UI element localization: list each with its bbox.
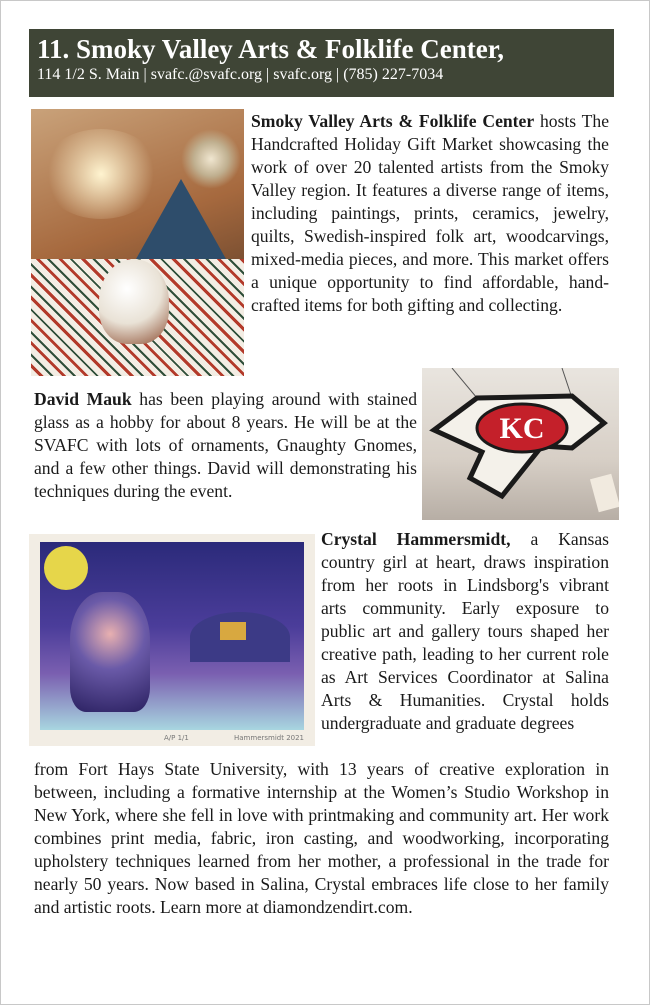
section-header: [29, 29, 614, 97]
david-paragraph: [34, 388, 417, 503]
kc-letters: KC: [499, 412, 545, 445]
contact-line: 114 1/2 S. Main | svafc.@svafc.org | svafc.org | (785) 227-7034: [37, 66, 444, 83]
crystal-name: Crystal Hammersmidt,: [321, 529, 511, 549]
david-text: has been playing around with stained glass as a hobby for about 8 years. He will be at the SVAFC with lots of ornaments, Gnaughty Gnomes, and a few other things. David will demonstrating his techniques during the event.: [34, 389, 417, 501]
section-title: 11. Smoky Valley Arts & Folklife Center,: [37, 34, 505, 64]
crystal-paragraph-wrap: [321, 528, 609, 735]
intro-text: hosts The Handcrafted Holiday Gift Market showcasing the work of over 20 talented artists from the Smoky Valley region. It features a diverse range of items, including paintings, prints, ceramics, jewelry, quilts, Swedish-inspired folk art, woodcarvings, mixed-media pieces, and more. This market offers a unique opportunity to find affordable, hand-crafted items for both gifting and collecting.: [251, 111, 610, 315]
print-signature: Hammersmidt 2021: [234, 734, 305, 742]
print-edition: A/P 1/1: [164, 734, 189, 742]
intro-name: Smoky Valley Arts & Folklife Center: [251, 111, 535, 131]
david-name: David Mauk: [34, 389, 132, 409]
crystal-text-wrap: a Kansas country girl at heart, draws inspiration from her roots in Lindsborg's vibrant arts community. Early exposure to public art and gallery tours shaped her creative path, leading to her current role as Art Services Coordinator at Salina Arts & Humanities. Crystal holds undergraduate and graduate degrees: [321, 529, 610, 733]
holiday-market-photo: [31, 109, 244, 376]
crystal-paragraph-full: from Fort Hays State University, with 13 years of creative exploration in between, including a formative internship at the Women’s Studio Workshop in New York, where she fell in love with printmaking and community art. Her work combines print media, fabric, iron casting, and woodworking, incorporating upholstery techniques learned from her mother, a professional in the trade for nearly 50 years. Now based in Salina, Crystal embraces life close to her family and artistic roots. Learn more at diamondzendirt.com.: [34, 759, 609, 917]
gnome-print-photo: [29, 534, 315, 746]
kc-stained-glass-photo: [422, 368, 619, 520]
intro-paragraph: [251, 110, 609, 317]
